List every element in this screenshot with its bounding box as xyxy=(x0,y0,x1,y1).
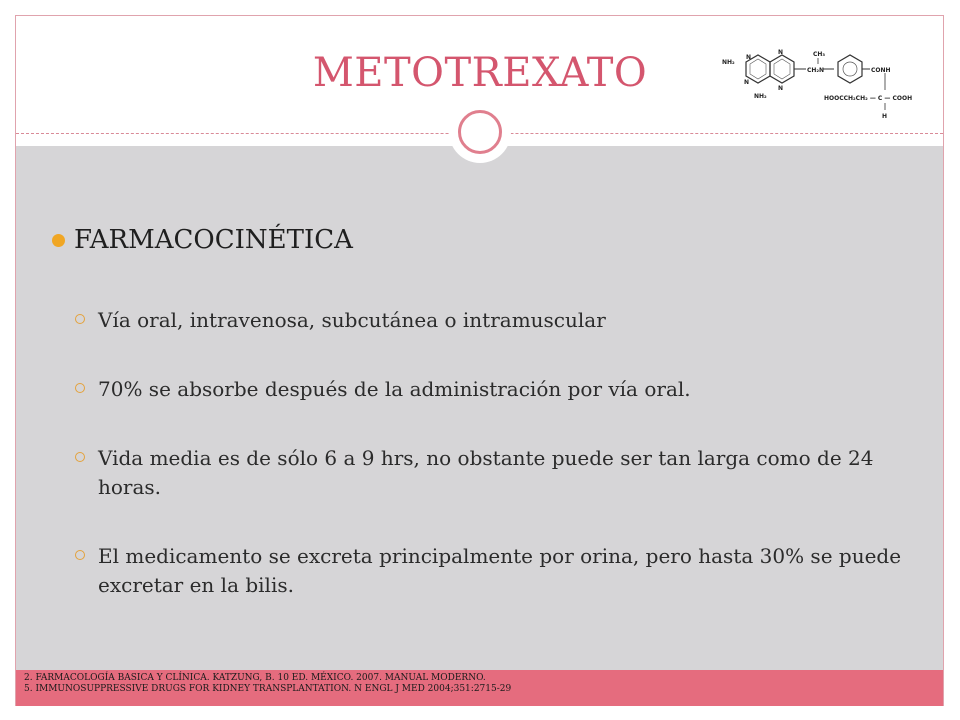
reference-line: 2. FARMACOLOGÍA BASICA Y CLÍNICA. KATZUNG, B. 10 ED. MÉXICO. 2007. MANUAL MODERNO. xyxy=(24,673,486,683)
ring-bullet-icon xyxy=(75,314,85,324)
label-ch3: CH₃ xyxy=(813,51,826,58)
methotrexate-structure xyxy=(718,48,928,126)
list-item xyxy=(75,542,915,600)
bullet-list xyxy=(75,306,915,640)
list-item xyxy=(75,375,915,404)
list-item-text: Vía oral, intravenosa, subcutánea o intramuscular xyxy=(98,308,606,332)
label-ch2n: CH₂N xyxy=(807,67,825,74)
reference-line: 5. IMMUNOSUPPRESSIVE DRUGS FOR KIDNEY TRANSPLANTATION. N ENGL J MED 2004;351:2715-29 xyxy=(24,684,512,694)
list-item-text: El medicamento se excreta principalmente por orina, pero hasta 30% se puede excretar en la bilis. xyxy=(98,544,902,597)
ring-bullet-icon xyxy=(75,550,85,560)
label-nh2-top: NH₂ xyxy=(722,59,735,66)
label-n4: N xyxy=(778,85,784,92)
label-h: H xyxy=(882,113,888,120)
label-n1: N xyxy=(746,54,752,61)
list-item-text: Vida media es de sólo 6 a 9 hrs, no obstante puede ser tan larga como de 24 horas. xyxy=(98,446,874,499)
list-item xyxy=(75,444,915,502)
label-n2: N xyxy=(744,79,750,86)
label-conh: CONH xyxy=(871,67,891,74)
slide-title: METOTREXATO xyxy=(312,50,648,96)
label-chain: HOOCCH₂CH₂ — C — COOH xyxy=(824,95,913,102)
ring-bullet-icon xyxy=(75,452,85,462)
heading-row xyxy=(52,225,353,255)
label-nh2-bottom: NH₂ xyxy=(754,93,767,100)
ring-bullet-icon xyxy=(75,383,85,393)
divider-circle-ring xyxy=(458,110,502,154)
bullet-dot-icon xyxy=(52,234,65,247)
label-n3: N xyxy=(778,49,784,56)
list-item-text: 70% se absorbe después de la administración por vía oral. xyxy=(98,377,691,401)
list-item xyxy=(75,306,915,335)
section-heading: FARMACOCINÉTICA xyxy=(74,225,353,255)
references xyxy=(24,673,924,695)
